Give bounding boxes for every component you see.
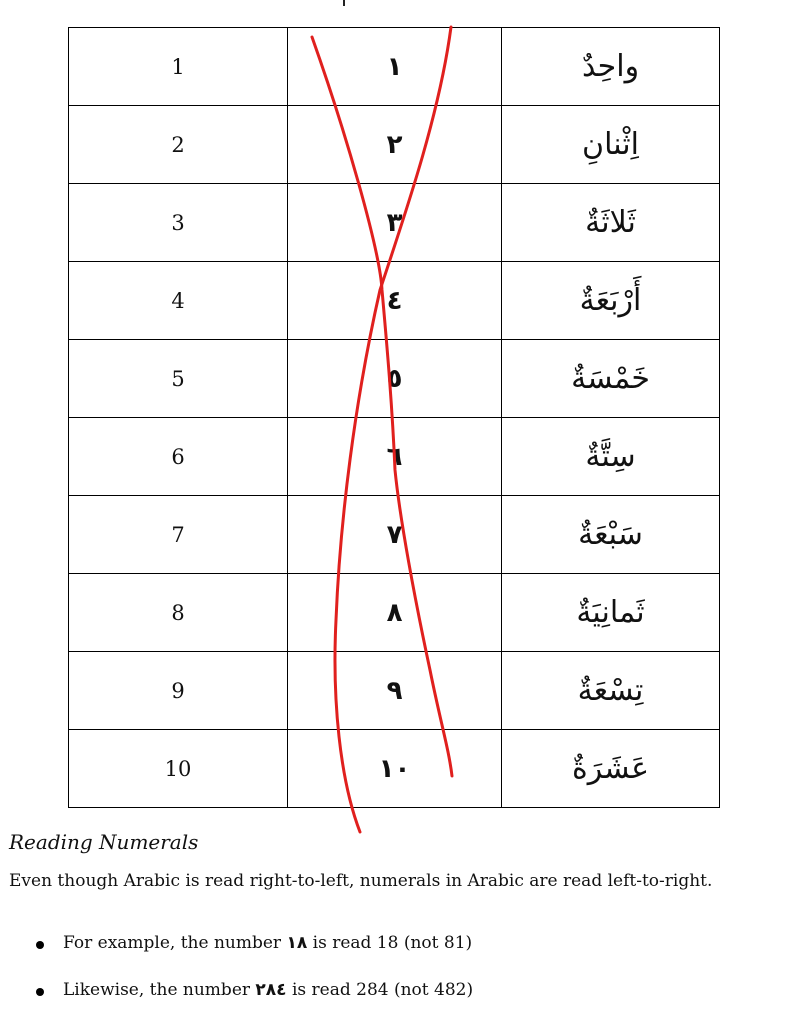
western-numeral-cell: 4 bbox=[69, 262, 288, 340]
section-title: Reading Numerals bbox=[9, 830, 199, 854]
example-suffix: is read 18 (not 81) bbox=[307, 933, 473, 953]
arabic-word-cell: سَبْعَةٌ bbox=[502, 496, 720, 574]
table-row bbox=[69, 28, 720, 106]
table-row bbox=[69, 730, 720, 808]
example-suffix: is read 284 (not 482) bbox=[286, 980, 474, 1000]
table-row bbox=[69, 418, 720, 496]
western-numeral-cell: 7 bbox=[69, 496, 288, 574]
western-numeral-cell: 3 bbox=[69, 184, 288, 262]
arabic-word-cell: اِثْنانِ bbox=[502, 106, 720, 184]
arabic-word-cell: تِسْعَةٌ bbox=[502, 652, 720, 730]
table-row bbox=[69, 652, 720, 730]
table-row bbox=[69, 106, 720, 184]
arabic-numeral-cell: ١٠ bbox=[288, 730, 502, 808]
arabic-word-cell: واحِدٌ bbox=[502, 28, 720, 106]
arabic-numeral-cell: ٥ bbox=[288, 340, 502, 418]
page-edge-mark bbox=[343, 0, 345, 6]
table-row bbox=[69, 184, 720, 262]
list-item bbox=[0, 933, 787, 980]
example-arabic-number: ٢٨٤ bbox=[255, 980, 287, 1000]
example-arabic-number: ١٨ bbox=[286, 933, 308, 953]
example-prefix: Likewise, the number bbox=[63, 980, 256, 1000]
example-prefix: For example, the number bbox=[63, 933, 287, 953]
western-numeral-cell: 10 bbox=[69, 730, 288, 808]
table-row bbox=[69, 262, 720, 340]
numbers-table bbox=[68, 27, 720, 808]
arabic-word-cell: سِتَّةٌ bbox=[502, 418, 720, 496]
arabic-numeral-cell: ٦ bbox=[288, 418, 502, 496]
arabic-word-cell: عَشَرَةٌ bbox=[502, 730, 720, 808]
arabic-numeral-cell: ٨ bbox=[288, 574, 502, 652]
bullet-icon bbox=[36, 988, 44, 996]
western-numeral-cell: 8 bbox=[69, 574, 288, 652]
examples-list bbox=[0, 933, 787, 1027]
arabic-numeral-cell: ٩ bbox=[288, 652, 502, 730]
table-row bbox=[69, 574, 720, 652]
western-numeral-cell: 5 bbox=[69, 340, 288, 418]
arabic-numeral-cell: ٧ bbox=[288, 496, 502, 574]
list-item bbox=[0, 980, 787, 1027]
arabic-numeral-cell: ١ bbox=[288, 28, 502, 106]
table-row bbox=[69, 496, 720, 574]
arabic-numeral-cell: ٤ bbox=[288, 262, 502, 340]
arabic-word-cell: خَمْسَةٌ bbox=[502, 340, 720, 418]
arabic-numeral-cell: ٣ bbox=[288, 184, 502, 262]
section-body: Even though Arabic is read right-to-left, numerals in Arabic are read left-to-right. bbox=[9, 871, 713, 891]
western-numeral-cell: 1 bbox=[69, 28, 288, 106]
arabic-word-cell: ثَلاثَةٌ bbox=[502, 184, 720, 262]
western-numeral-cell: 2 bbox=[69, 106, 288, 184]
table-row bbox=[69, 340, 720, 418]
arabic-word-cell: ثَمانِيَةٌ bbox=[502, 574, 720, 652]
western-numeral-cell: 9 bbox=[69, 652, 288, 730]
western-numeral-cell: 6 bbox=[69, 418, 288, 496]
arabic-word-cell: أَرْبَعَةٌ bbox=[502, 262, 720, 340]
arabic-numeral-cell: ٢ bbox=[288, 106, 502, 184]
bullet-icon bbox=[36, 941, 44, 949]
